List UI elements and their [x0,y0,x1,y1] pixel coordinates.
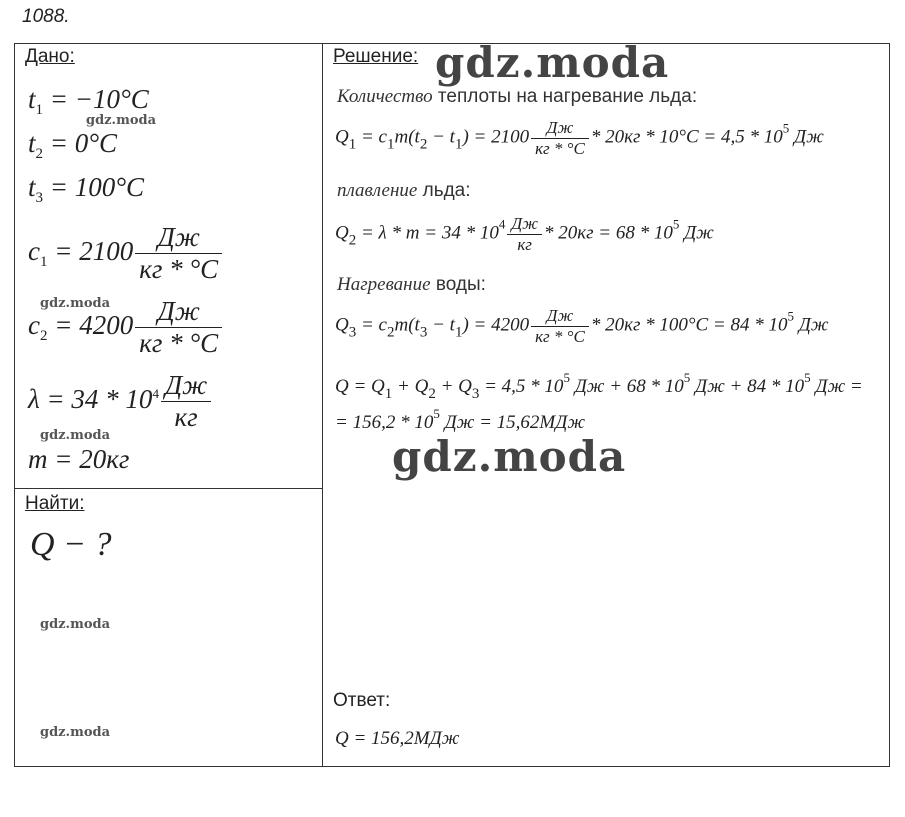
watermark-small: gdz.moda [40,296,111,311]
watermark-small: gdz.moda [40,428,111,443]
formula-total-result: = $156,2 * 10^5$ Дж = 15,62МДж [335,406,585,433]
solution-line2: плавление льда: [337,180,471,201]
formula-q1: $Q_1 = c_1m(t_2 - t_1) = 2100$ $\frac{Дж}{кг * ^\circ C}$ * $20кг * 10^\circ C = 4,5 * 10^5$ Дж [335,118,824,158]
watermark-big: gdz.moda [392,432,627,481]
given-c2: $c_2 = 4200$ $\frac{Дж}{кг * ^\circ C}$ [28,296,224,359]
formula-total: $Q = Q_1 + Q_2 + Q_3 = 4,5 * 10^5$ Дж + $68 * 10^5$ Дж + $84 * 10^5$ Дж = [335,370,863,402]
answer-title: Ответ: [333,690,391,711]
solution-line1: Количество теплоты на нагревание льда: [337,86,698,107]
watermark-small: gdz.moda [40,617,111,632]
given-t2: $t_2 = 0^\circ C$ [28,128,118,162]
given-find-divider [14,488,323,489]
find-title: Найти: [25,493,85,514]
problem-number: 1088. [22,6,70,27]
find-expression: Q − ? [30,526,112,563]
watermark-small: gdz.moda [86,113,157,128]
answer-value: Q = 156,2МДж [335,728,460,749]
given-t3: $t_3 = 100^\circ C$ [28,172,145,206]
solution-line3: Нагревание воды: [337,274,486,295]
given-t1: $t_1 = -10^\circ C$ [28,84,149,118]
given-title: Дано: [25,46,75,67]
given-mass: m = 20кг [28,444,130,474]
formula-q3: $Q_3 = c_2m(t_3 - t_1) = 4200$ $\frac{Дж}{кг * ^\circ C}$ * $20кг * 100^\circ C = 84 * 10^5$ Дж [335,306,829,346]
solution-title: Решение: [333,46,419,67]
column-divider [322,43,323,767]
watermark-small: gdz.moda [40,725,111,740]
watermark-big: gdz.moda [435,38,670,87]
given-lambda: $\lambda = 34 * 10^4$ $\frac{Дж}{кг}$ [28,370,213,433]
given-c1: $c_1 = 2100$ $\frac{Дж}{кг * ^\circ C}$ [28,222,224,285]
formula-q2: $Q_2 = \lambda * m = 34 * 10^4$ $\frac{Дж}{кг}$ * $20кг = 68 * 10^5$ Дж [335,214,714,254]
